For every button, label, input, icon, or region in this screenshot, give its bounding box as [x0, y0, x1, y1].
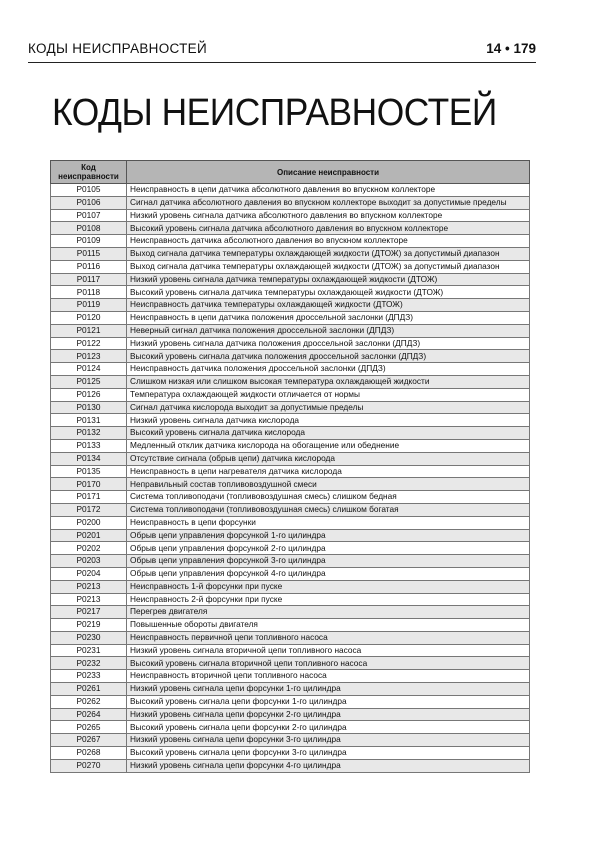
fault-description: Система топливоподачи (топливовоздушная смесь) слишком богатая — [127, 503, 530, 516]
description-column-header: Описание неисправности — [127, 161, 530, 184]
table-row — [51, 631, 530, 644]
table-row — [51, 567, 530, 580]
fault-code: P0261 — [51, 683, 127, 696]
fault-description: Сигнал датчика абсолютного давления во впускном коллекторе выходит за допустимые пределы — [127, 196, 530, 209]
fault-description: Слишком низкая или слишком высокая температура охлаждающей жидкости — [127, 375, 530, 388]
fault-code: P0122 — [51, 337, 127, 350]
fault-code: P0126 — [51, 388, 127, 401]
table-row — [51, 388, 530, 401]
fault-code: P0262 — [51, 695, 127, 708]
fault-code: P0217 — [51, 606, 127, 619]
table-row — [51, 427, 530, 440]
fault-description: Низкий уровень сигнала датчика абсолютного давления во впускном коллекторе — [127, 209, 530, 222]
fault-description: Высокий уровень сигнала датчика положения дроссельной заслонки (ДПДЗ) — [127, 350, 530, 363]
fault-code: P0131 — [51, 414, 127, 427]
fault-description: Медленный отклик датчика кислорода на обогащение или обеднение — [127, 439, 530, 452]
fault-description: Низкий уровень сигнала датчика кислорода — [127, 414, 530, 427]
fault-description: Температура охлаждающей жидкости отличается от нормы — [127, 388, 530, 401]
table-row — [51, 235, 530, 248]
fault-code: P0171 — [51, 491, 127, 504]
table-row — [51, 734, 530, 747]
fault-description: Система топливоподачи (топливовоздушная смесь) слишком бедная — [127, 491, 530, 504]
fault-code: P0268 — [51, 747, 127, 760]
fault-code: P0201 — [51, 529, 127, 542]
fault-codes-table — [50, 160, 530, 773]
fault-description: Неверный сигнал датчика положения дроссельной заслонки (ДПДЗ) — [127, 324, 530, 337]
table-row — [51, 529, 530, 542]
fault-code: P0213 — [51, 593, 127, 606]
fault-code: P0106 — [51, 196, 127, 209]
fault-description: Обрыв цепи управления форсункой 3-го цилиндра — [127, 555, 530, 568]
fault-description: Низкий уровень сигнала вторичной цепи топливного насоса — [127, 644, 530, 657]
fault-code: P0204 — [51, 567, 127, 580]
table-row — [51, 606, 530, 619]
fault-code: P0125 — [51, 375, 127, 388]
table-row — [51, 375, 530, 388]
fault-code: P0121 — [51, 324, 127, 337]
section-name: КОДЫ НЕИСПРАВНОСТЕЙ — [28, 41, 207, 56]
fault-description: Неисправность в цепи нагревателя датчика кислорода — [127, 465, 530, 478]
fault-description: Неисправность в цепи датчика абсолютного давления во впускном коллекторе — [127, 184, 530, 197]
fault-description: Низкий уровень сигнала цепи форсунки 4-го цилиндра — [127, 759, 530, 772]
fault-description: Отсутствие сигнала (обрыв цепи) датчика кислорода — [127, 452, 530, 465]
running-header — [28, 36, 536, 63]
fault-description: Неправильный состав топливовоздушной смеси — [127, 478, 530, 491]
table-row — [51, 593, 530, 606]
fault-code: P0109 — [51, 235, 127, 248]
fault-code: P0203 — [51, 555, 127, 568]
fault-description: Обрыв цепи управления форсункой 4-го цилиндра — [127, 567, 530, 580]
table-row — [51, 555, 530, 568]
page-title: КОДЫ НЕИСПРАВНОСТЕЙ — [52, 92, 497, 134]
fault-description: Неисправность в цепи датчика положения дроссельной заслонки (ДПДЗ) — [127, 311, 530, 324]
fault-description: Высокий уровень сигнала датчика абсолютного давления во впускном коллекторе — [127, 222, 530, 235]
table-row — [51, 491, 530, 504]
fault-code: P0118 — [51, 286, 127, 299]
fault-code: P0117 — [51, 273, 127, 286]
fault-description: Выход сигнала датчика температуры охлаждающей жидкости (ДТОЖ) за допустимый диапазон — [127, 247, 530, 260]
fault-code: P0105 — [51, 184, 127, 197]
fault-description: Неисправность 1-й форсунки при пуске — [127, 580, 530, 593]
table-row — [51, 209, 530, 222]
table-row — [51, 311, 530, 324]
table-row — [51, 363, 530, 376]
table-row — [51, 516, 530, 529]
table-row — [51, 465, 530, 478]
table-row — [51, 401, 530, 414]
table-row — [51, 452, 530, 465]
fault-code: P0108 — [51, 222, 127, 235]
fault-description: Неисправность первичной цепи топливного насоса — [127, 631, 530, 644]
fault-description: Низкий уровень сигнала цепи форсунки 3-го цилиндра — [127, 734, 530, 747]
fault-code: P0115 — [51, 247, 127, 260]
fault-description: Низкий уровень сигнала цепи форсунки 1-го цилиндра — [127, 683, 530, 696]
fault-code: P0200 — [51, 516, 127, 529]
fault-code: P0124 — [51, 363, 127, 376]
table-row — [51, 324, 530, 337]
table-row — [51, 580, 530, 593]
fault-description: Высокий уровень сигнала вторичной цепи топливного насоса — [127, 657, 530, 670]
fault-code: P0213 — [51, 580, 127, 593]
table-row — [51, 439, 530, 452]
fault-code: P0270 — [51, 759, 127, 772]
fault-description: Неисправность датчика положения дроссельной заслонки (ДПДЗ) — [127, 363, 530, 376]
fault-description: Низкий уровень сигнала датчика температуры охлаждающей жидкости (ДТОЖ) — [127, 273, 530, 286]
fault-description: Низкий уровень сигнала цепи форсунки 2-го цилиндра — [127, 708, 530, 721]
fault-code: P0202 — [51, 542, 127, 555]
fault-code: P0230 — [51, 631, 127, 644]
fault-description: Неисправность датчика абсолютного давления во впускном коллекторе — [127, 235, 530, 248]
fault-description: Выход сигнала датчика температуры охлаждающей жидкости (ДТОЖ) за допустимый диапазон — [127, 260, 530, 273]
fault-description: Неисправность 2-й форсунки при пуске — [127, 593, 530, 606]
table-row — [51, 196, 530, 209]
table-row — [51, 286, 530, 299]
fault-description: Перегрев двигателя — [127, 606, 530, 619]
fault-code: P0119 — [51, 299, 127, 312]
table-row — [51, 247, 530, 260]
code-column-header — [51, 161, 127, 184]
fault-code: P0134 — [51, 452, 127, 465]
fault-description: Высокий уровень сигнала цепи форсунки 2-го цилиндра — [127, 721, 530, 734]
table-row — [51, 683, 530, 696]
fault-description: Низкий уровень сигнала датчика положения дроссельной заслонки (ДПДЗ) — [127, 337, 530, 350]
fault-code: P0172 — [51, 503, 127, 516]
fault-description: Обрыв цепи управления форсункой 2-го цилиндра — [127, 542, 530, 555]
fault-code: P0133 — [51, 439, 127, 452]
table-row — [51, 759, 530, 772]
fault-description: Высокий уровень сигнала датчика температуры охлаждающей жидкости (ДТОЖ) — [127, 286, 530, 299]
fault-code: P0120 — [51, 311, 127, 324]
fault-description: Высокий уровень сигнала датчика кислорода — [127, 427, 530, 440]
table-row — [51, 184, 530, 197]
table-row — [51, 747, 530, 760]
fault-description: Обрыв цепи управления форсункой 1-го цилиндра — [127, 529, 530, 542]
fault-code: P0233 — [51, 670, 127, 683]
table-header-row — [51, 161, 530, 184]
fault-code: P0123 — [51, 350, 127, 363]
table-row — [51, 644, 530, 657]
fault-code: P0107 — [51, 209, 127, 222]
fault-code: P0219 — [51, 619, 127, 632]
fault-description: Сигнал датчика кислорода выходит за допустимые пределы — [127, 401, 530, 414]
fault-code: P0130 — [51, 401, 127, 414]
fault-code: P0132 — [51, 427, 127, 440]
table-row — [51, 695, 530, 708]
fault-description: Неисправность в цепи форсунки — [127, 516, 530, 529]
fault-code: P0265 — [51, 721, 127, 734]
table-row — [51, 503, 530, 516]
table-row — [51, 721, 530, 734]
fault-description: Высокий уровень сигнала цепи форсунки 3-го цилиндра — [127, 747, 530, 760]
table-row — [51, 337, 530, 350]
fault-description: Высокий уровень сигнала цепи форсунки 1-го цилиндра — [127, 695, 530, 708]
table-body — [51, 184, 530, 773]
fault-code: P0170 — [51, 478, 127, 491]
page-number: 14 • 179 — [486, 41, 536, 56]
fault-description: Неисправность вторичной цепи топливного насоса — [127, 670, 530, 683]
code-header-line2: неисправности — [58, 172, 119, 181]
code-header-line1: Код — [81, 163, 96, 172]
table-row — [51, 299, 530, 312]
fault-code: P0232 — [51, 657, 127, 670]
table-row — [51, 708, 530, 721]
table-row — [51, 670, 530, 683]
table-row — [51, 657, 530, 670]
table-row — [51, 414, 530, 427]
fault-code: P0264 — [51, 708, 127, 721]
fault-description: Неисправность датчика температуры охлаждающей жидкости (ДТОЖ) — [127, 299, 530, 312]
table-row — [51, 350, 530, 363]
fault-code: P0267 — [51, 734, 127, 747]
table-row — [51, 273, 530, 286]
table-row — [51, 222, 530, 235]
fault-description: Повышенные обороты двигателя — [127, 619, 530, 632]
table-row — [51, 619, 530, 632]
fault-code: P0231 — [51, 644, 127, 657]
table-row — [51, 478, 530, 491]
fault-code: P0116 — [51, 260, 127, 273]
table-row — [51, 260, 530, 273]
fault-code: P0135 — [51, 465, 127, 478]
table-row — [51, 542, 530, 555]
